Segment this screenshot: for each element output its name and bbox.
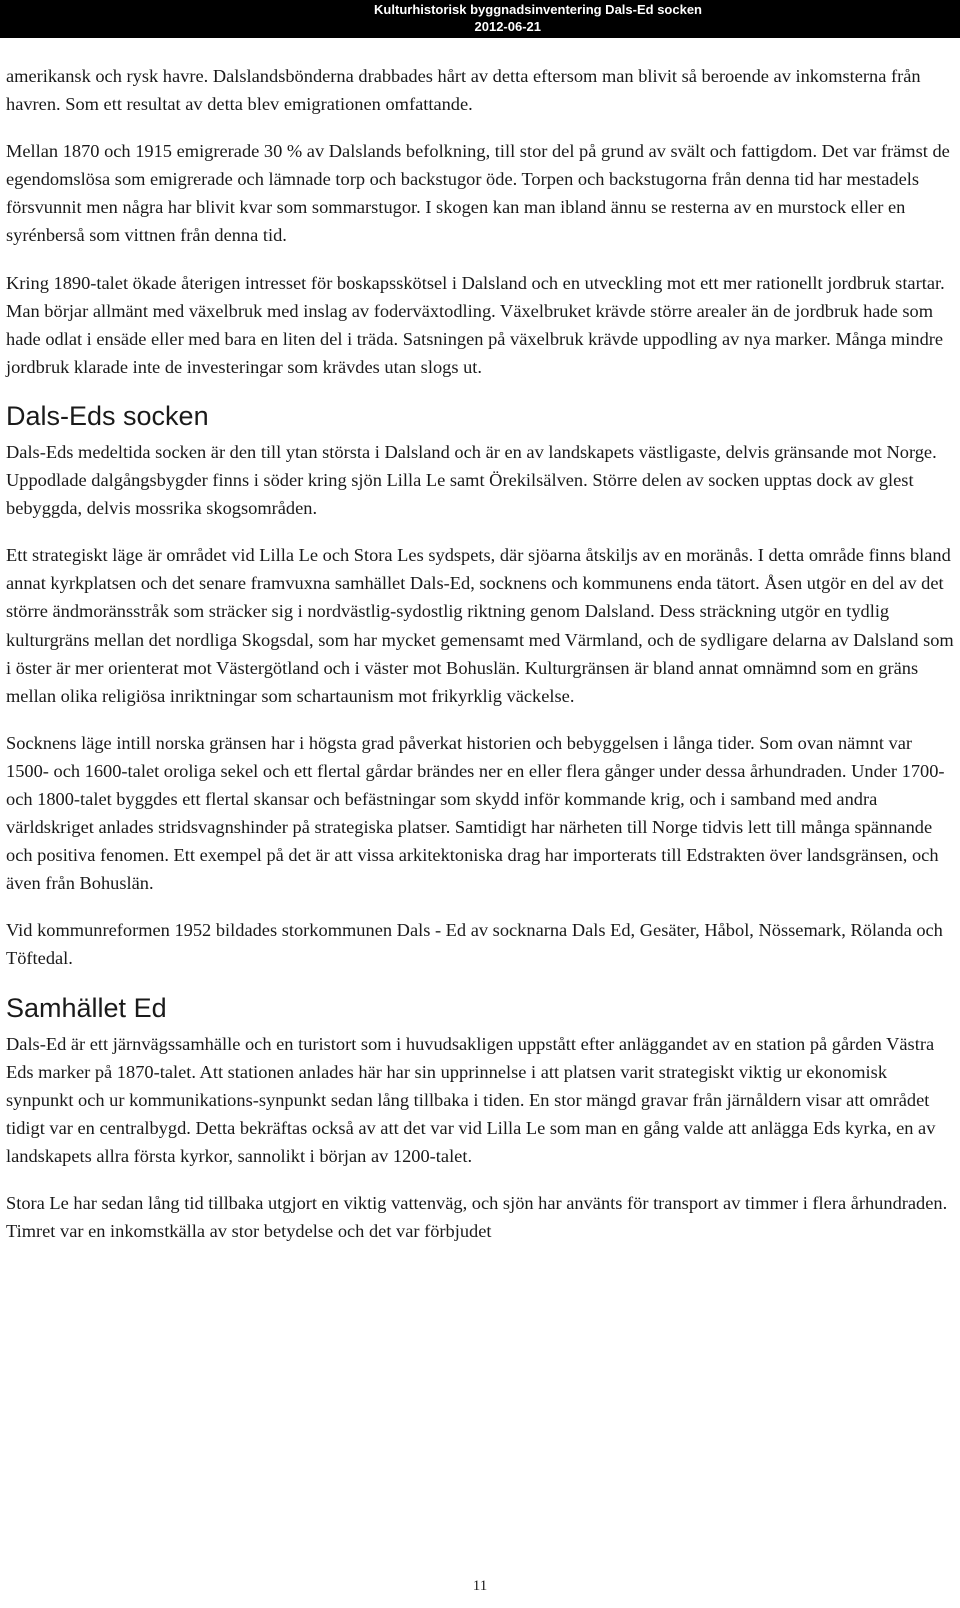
paragraph: Stora Le har sedan lång tid tillbaka utgjort en viktig vattenväg, och sjön har använts för transport av timmer i flera århundraden. Timret var en inkomstkälla av stor betydelse och det var förbjudet (6, 1193, 948, 1242)
section-heading-dals-eds-socken: Dals-Eds socken (6, 400, 209, 431)
header-title: Kulturhistorisk byggnadsinventering Dals-Ed socken (374, 2, 702, 17)
page-header (0, 0, 960, 38)
paragraph: amerikansk och rysk havre. Dalslandsbönderna drabbades hårt av detta eftersom man blivit så beroende av inkomsterna från havren. Som ett resultat av detta blev emigrationen omfattande. (6, 66, 921, 115)
page-number: 11 (472, 1578, 488, 1594)
paragraph: Vid kommunreformen 1952 bildades storkommunen Dals - Ed av socknarna Dals Ed, Gesäter, Håbol, Nössemark, Rölanda och Töftedal. (6, 920, 943, 969)
paragraph: Dals-Ed är ett järnvägssamhälle och en turistort som i huvudsakligen uppstått efter anläggandet av en station på gården Västra Eds marker på 1870-talet. Att stationen anlades här har sin upprinnelse i att platsen varit strategiskt viktig ur ekonomisk synpunkt och ur kommunikations-synpunkt sedan lång tillbaka i tiden. En stor mängd gravar från järnåldern visar att området tidigt var en centralbygd. Detta bekräftas också av att det var vid Lilla Le som man en gång valde att anlägga Eds kyrka, en av landskapets allra första kyrkor, sannolikt i början av 1200-talet. (6, 1033, 936, 1166)
paragraph: Mellan 1870 och 1915 emigrerade 30 % av Dalslands befolkning, till stor del på grund av svält och fattigdom. Det var främst de egendomslösa som emigrerade och lämnade torp och backstugor öde. Torpen och backstugorna från denna tid har mestadels försvunnit men några har blivit kvar som sommarstugor. I skogen kan man ibland ännu se resterna av en murstock eller en syrénberså som vittnen från denna tid. (6, 141, 950, 246)
section-heading-samhallet-ed: Samhället Ed (6, 992, 167, 1023)
document-body (6, 62, 954, 1264)
paragraph: Kring 1890-talet ökade återigen intresset för boskapsskötsel i Dalsland och en utveckling mot ett mer rationellt jordbruk startar. Man börjar allmänt med växelbruk med inslag av foderväxtodling. Växelbruket krävde större arealer än de jordbruk hade som hade odlat i ensäde eller med bara en liten del i träda. Satsningen på växelbruk krävde uppodling av nya marker. Många mindre jordbruk klarade inte de investeringar som krävdes utan slogs ut. (6, 272, 945, 377)
header-date: 2012-06-21 (474, 19, 541, 34)
paragraph: Dals-Eds medeltida socken är den till ytan största i Dalsland och är en av landskapets västligaste, delvis gränsande mot Norge. Uppodlade dalgångsbygder finns i söder kring sjön Lilla Le samt Örekilsälven. Större delen av socken upptas dock av glest bebyggda, delvis mossrika skogsområden. (6, 441, 937, 519)
paragraph: Ett strategiskt läge är området vid Lilla Le och Stora Les sydspets, där sjöarna åtskiljs av en moränås. I detta område finns bland annat kyrkplatsen och det senare framvuxna samhället Dals-Ed, socknens och kommunens enda tätort. Åsen utgör en del av det större ändmoränsstråk som sträcker sig i nordvästlig-sydostlig riktning genom Dalsland. Dess sträckning utgör en tydlig kulturgräns mellan det nordliga Skogsdal, som har mycket gemensamt med Värmland, och de sydligare delarna av Dalsland som i öster är mer orienterat mot Västergötland och i väster mot Bohuslän. Kulturgränsen är bland annat omnämnd som en gräns mellan olika religiösa inriktningar som schartaunism mot frikyrklig väckelse. (6, 545, 954, 706)
paragraph: Socknens läge intill norska gränsen har i högsta grad påverkat historien och bebyggelsen i långa tider. Som ovan nämnt var 1500- och 1600-talet oroliga sekel och ett flertal gårdar brändes ner en eller flera gånger under dessa århundraden. Under 1700- och 1800-talet byggdes ett flertal skansar och befästningar som skydd inför kommande krig, och i samband med andra världskriget anlades stridsvagnshinder på strategiska platser. Samtidigt har närheten till Norge tidvis lett till många spännande och positiva fenomen. Ett exempel på det är att vissa arkitektoniska drag har importerats till Edstrakten över landsgränsen, och även från Bohuslän. (6, 732, 945, 894)
